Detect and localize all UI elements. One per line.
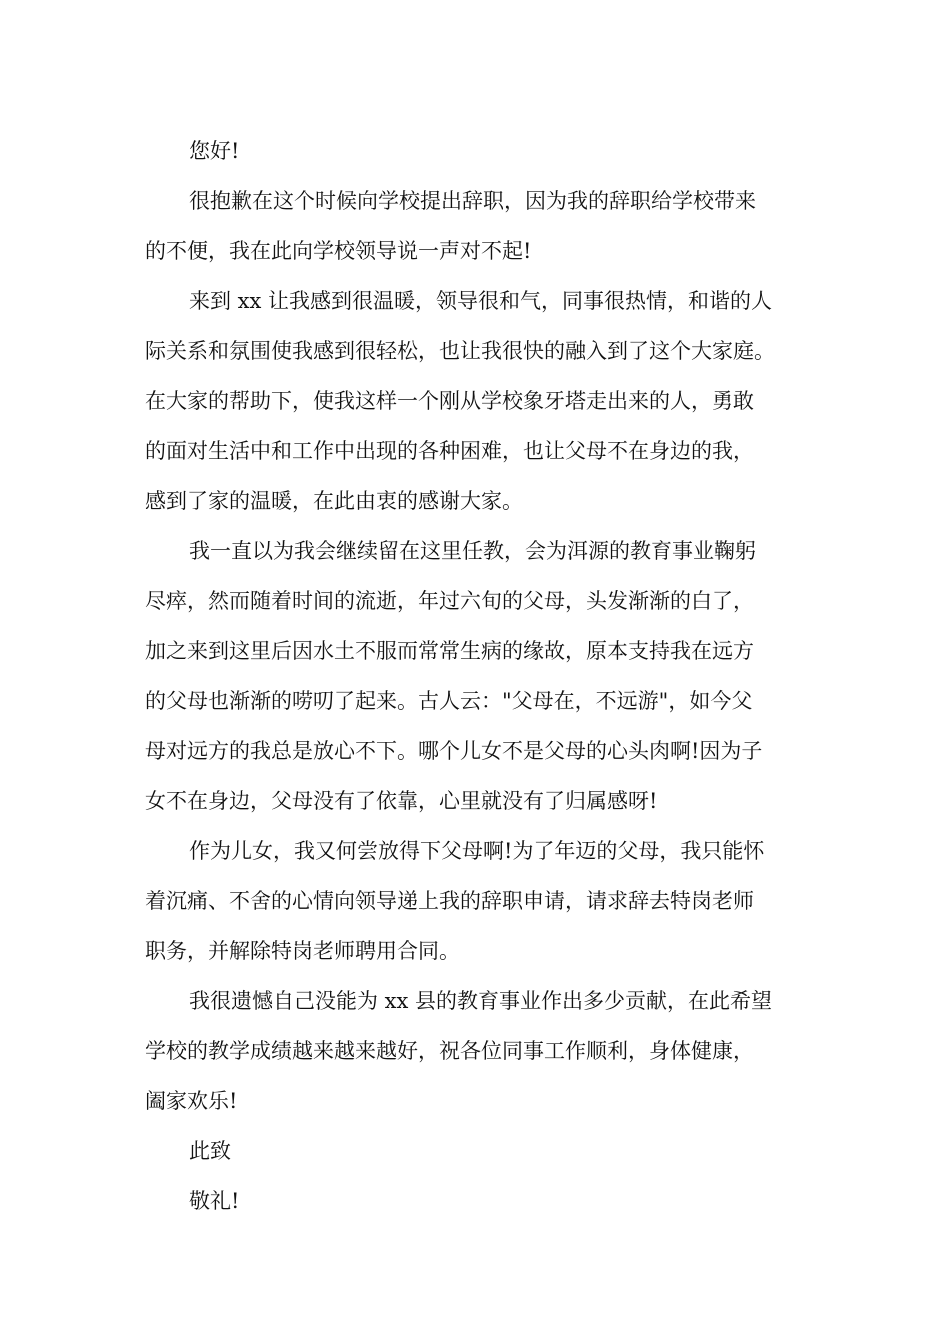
paragraph-line: 感到了家的温暖，在此由衷的感谢大家。 <box>145 489 523 513</box>
paragraph-4 <box>145 826 810 976</box>
paragraph-line: 来到 xx 让我感到很温暖，领导很和气，同事很热情，和谐的人 <box>189 289 773 313</box>
paragraph-line: 母对远方的我总是放心不下。哪个儿女不是父母的心头肉啊!因为子 <box>145 739 763 763</box>
paragraph-2 <box>145 276 810 526</box>
paragraph-line: 我一直以为我会继续留在这里任教，会为洱源的教育事业鞠躬 <box>189 539 756 563</box>
paragraph-line: 在大家的帮助下，使我这样一个刚从学校象牙塔走出来的人，勇敢 <box>145 389 754 413</box>
paragraph-line: 女不在身边，父母没有了依靠，心里就没有了归属感呀! <box>145 789 658 813</box>
paragraph-line: 我很遗憾自己没能为 xx 县的教育事业作出多少贡献，在此希望 <box>189 989 773 1013</box>
paragraph-line: 的面对生活中和工作中出现的各种困难，也让父母不在身边的我， <box>145 439 754 463</box>
paragraph-1 <box>145 176 810 276</box>
paragraph-3 <box>145 526 810 826</box>
paragraph-line: 很抱歉在这个时候向学校提出辞职，因为我的辞职给学校带来 <box>189 189 756 213</box>
paragraph-line: 职务，并解除特岗老师聘用合同。 <box>145 939 460 963</box>
paragraph-line: 加之来到这里后因水土不服而常常生病的缘故，原本支持我在远方 <box>145 639 754 663</box>
letter-closing-salutation: 此致 <box>189 1139 231 1163</box>
letter-body <box>145 126 810 1226</box>
paragraph-line: 的不便，我在此向学校领导说一声对不起! <box>145 239 532 263</box>
letter-greeting: 您好! <box>189 139 240 163</box>
paragraph-5 <box>145 976 810 1126</box>
paragraph-line: 尽瘁，然而随着时间的流逝，年过六旬的父母，头发渐渐的白了， <box>145 589 754 613</box>
letter-closing-respect: 敬礼! <box>189 1189 240 1213</box>
paragraph-line: 际关系和氛围使我感到很轻松，也让我很快的融入到了这个大家庭。 <box>145 339 775 363</box>
paragraph-line: 作为儿女，我又何尝放得下父母啊!为了年迈的父母，我只能怀 <box>189 839 765 863</box>
paragraph-line: 阖家欢乐! <box>145 1089 238 1113</box>
paragraph-line: 学校的教学成绩越来越来越好，祝各位同事工作顺利，身体健康， <box>145 1039 754 1063</box>
paragraph-line: 着沉痛、不舍的心情向领导递上我的辞职申请，请求辞去特岗老师 <box>145 889 754 913</box>
paragraph-line: 的父母也渐渐的唠叨了起来。古人云："父母在，不远游"，如今父 <box>145 689 753 713</box>
